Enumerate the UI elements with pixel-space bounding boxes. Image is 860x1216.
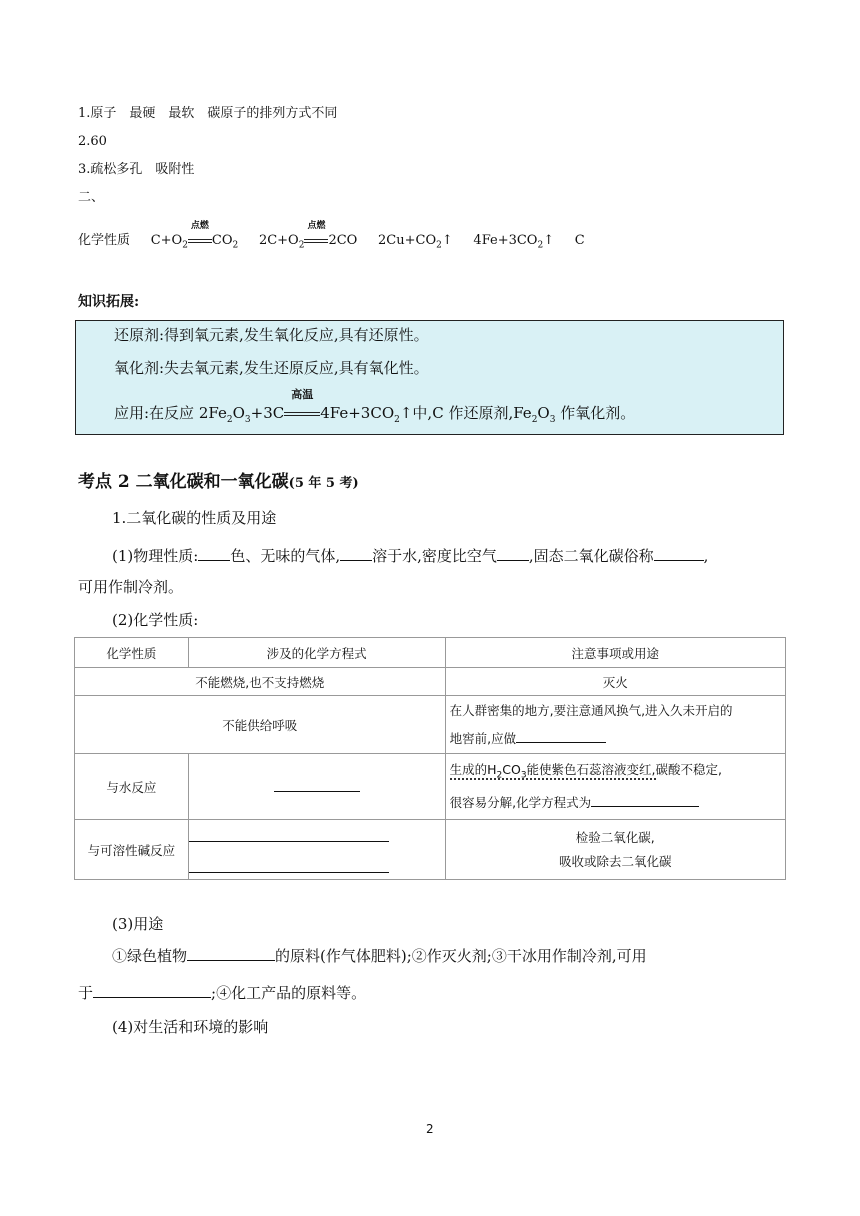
table-header: 涉及的化学方程式 [188,638,445,668]
table-cell [188,754,445,820]
impact-heading: (4)对生活和环境的影响 [112,1018,269,1036]
blank-decompose-equation[interactable] [591,793,699,807]
subsection-1: 1.二氧化碳的性质及用途 [112,509,277,527]
uses-line-1: ①绿色植物 的原料(作气体肥料);②作灭火剂;③干冰用作制冷剂,可用 [112,947,647,965]
reaction-1: $C+O_2$ 点燃 $CO_2$ [150,221,239,251]
answer-line-2: 2.60 [78,134,107,149]
blank-base-equation-2[interactable] [189,858,389,873]
blank-water-equation[interactable] [274,778,360,792]
answer-line-4: 二、 [78,190,105,205]
answer-line-3: 3.疏松多孔 吸附性 [78,162,195,177]
reaction-3: $2Cu+CO_2↑$ [378,233,453,251]
chemical-properties-heading: (2)化学性质: [112,611,199,629]
page-number: 2 [426,1122,434,1136]
chem-prop-label: 化学性质 [78,233,131,248]
reaction-2: $2C+O_2$ 点燃 2CO [258,221,358,251]
table-row [75,820,786,880]
blank-dry-ice[interactable] [654,547,704,561]
table-cell [188,820,445,880]
reaction-4: $4Fe+3CO_2↑$ [473,233,555,251]
table-cell: 不能燃烧,也不支持燃烧 [75,668,446,696]
blank-photosynthesis[interactable] [187,947,275,961]
blank-base-equation-1[interactable] [189,827,389,842]
table-row [75,696,786,754]
table-cell: 与水反应 [75,754,189,820]
table-cell: 与可溶性碱反应 [75,820,189,880]
reaction-line [78,221,585,251]
blank-test[interactable] [516,729,606,743]
table-cell: 检验二氧化碳, 吸收或除去二氧化碳 [445,820,785,880]
table-cell: 在人群密集的地方,要注意通风换气,进入久未开启的 地窖前,应做 [445,696,785,754]
table-header: 化学性质 [75,638,189,668]
blank-solubility[interactable] [340,547,372,561]
physical-properties-line2: 可用作制冷剂。 [78,578,184,596]
knowledge-line-3: 应用:在反应 $2Fe_2O_3+3C$ 高温 $4Fe+3CO_2↑$中,C 作还原剂$,Fe_2O_3$ 作氧化剂。 [114,388,636,425]
blank-density[interactable] [497,547,529,561]
knowledge-heading: 知识拓展: [78,294,140,310]
knowledge-line-2: 氧化剂:失去氧元素,发生还原反应,具有氧化性。 [114,359,429,377]
uses-line-2: 于 ;④化工产品的原料等。 [78,984,367,1002]
reaction-5: C [574,233,585,248]
table-row [75,668,786,696]
blank-color[interactable] [198,547,230,561]
section-title: 考点 2 二氧化碳和一氧化碳(5 年 5 考) [78,472,359,492]
co2-properties-table [74,637,786,880]
physical-properties: (1)物理性质: 色、无味的气体, 溶于水,密度比空气 ,固态二氧化碳俗称 , [112,547,709,565]
answer-line-1: 1.原子 最硬 最软 碳原子的排列方式不同 [78,106,338,121]
table-header-row [75,638,786,668]
knowledge-box [75,320,784,435]
blank-dry-ice-use[interactable] [93,984,211,998]
table-row [75,754,786,820]
knowledge-line-1: 还原剂:得到氧元素,发生氧化反应,具有还原性。 [114,326,429,344]
table-cell: 灭火 [445,668,785,696]
table-cell: 不能供给呼吸 [75,696,446,754]
table-cell: 生成的$H_2CO_3$能使紫色石蕊溶液变红,碳酸不稳定, 很容易分解,化学方程式为 [445,754,785,820]
table-header: 注意事项或用途 [445,638,785,668]
uses-heading: (3)用途 [112,915,164,933]
